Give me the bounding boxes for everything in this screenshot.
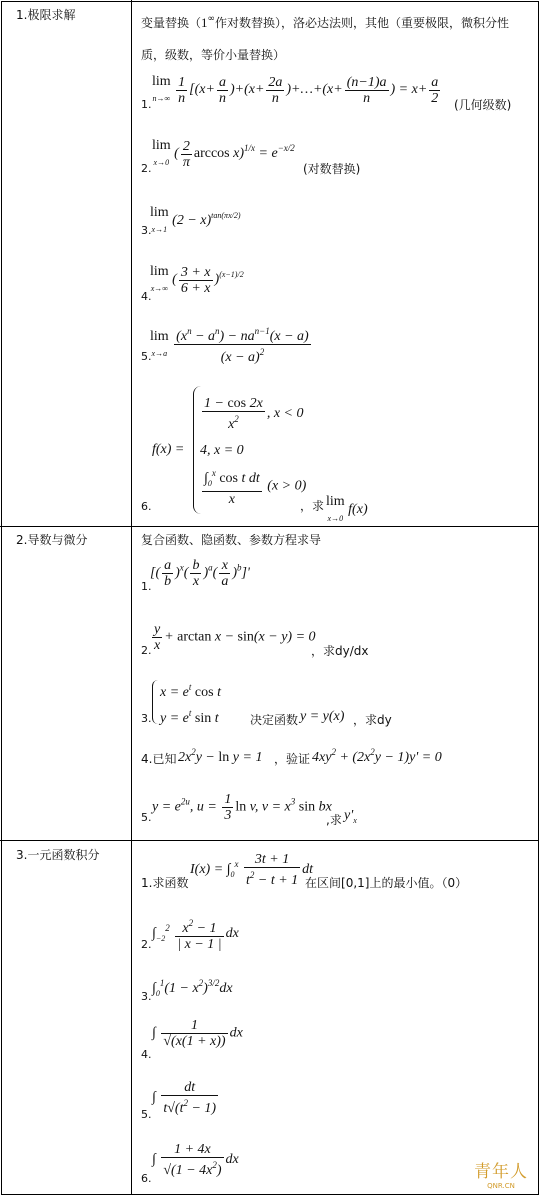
problem-2-note: (对数替换) xyxy=(303,162,361,176)
deriv-4-eq: $2x^2y - \ln y = 1$ xyxy=(178,747,263,765)
limits-intro-line1: 变量替换（1∞作对数替换），洛必达法则，其他（重要极限，微积分性 xyxy=(141,14,510,30)
problem-4-formula: lim x→∞ ( $\frac{3 + x}{6 + x}$ )$^{(x-1)/2}$ xyxy=(150,264,244,296)
integral-5-formula: ∫ $\frac{dt}{t√(t^2 - 1)}$ xyxy=(152,1080,217,1116)
deriv-3-eq1: $x = e^t$ cos t xyxy=(160,682,221,700)
problem-6-fx: f(x) = xyxy=(152,442,185,457)
integral-5-number: 5. xyxy=(141,1108,152,1121)
problem-5-number: 5. xyxy=(141,350,152,363)
deriv-3-fn: y = y(x) xyxy=(300,709,345,724)
deriv-5-number: 5. xyxy=(141,811,152,824)
section-limits: 1.极限求解 xyxy=(16,8,76,22)
section-integrals: 3.一元函数积分 xyxy=(16,848,100,862)
integral-6-number: 6. xyxy=(141,1172,152,1185)
deriv-4-verify: $4xy^2 + (2x^2y - 1)y' = 0$ xyxy=(312,747,442,765)
deriv-5-ask: ,求 xyxy=(326,813,342,827)
problem-2-number: 2. xyxy=(141,162,152,175)
problem-5-formula: lim x→a $\frac{(x^n - a^n) - na^{n-1}(x - a)}{(x - a)^2}$ xyxy=(150,326,309,365)
problem-1-formula: lim n→∞ $\frac{1}{n}$ [(x+ $\frac{a}{n}$ )+(x+ $\frac{2a}{n}$ )+…+(x+ $\frac{(n-1)a}{n}$ ) = x+ $\frac{a}{2}$ xyxy=(152,74,439,106)
problem-6-case3: $\frac{\int_0^x \cos t dt}{x}$ (x > 0) xyxy=(204,468,307,507)
integral-3-number: 3. xyxy=(141,990,152,1003)
problem-6-case1: $\frac{1 - \cos 2x}{x^2}$ , x < 0 xyxy=(204,396,304,432)
deriv-3-number: 3. xyxy=(141,712,152,725)
deriv-4-mid: ，验证 xyxy=(274,752,311,766)
limits-intro-line2: 质，级数，等价小量替换） xyxy=(141,48,286,62)
problem-2-formula: lim x→0 ( $\frac{2}{\pi}$ $\arccos x)^{1/x} = e^{-x/2}$ xyxy=(152,138,295,170)
problem-3-formula: lim x→1 $(2 - x)^{tan(\pi x/2)}$ xyxy=(150,205,241,234)
problem-4-number: 4. xyxy=(141,290,152,303)
param-brace xyxy=(152,680,159,724)
problem-6-limit: lim x→0 f(x) xyxy=(326,494,368,523)
problem-6-ask: ，求 xyxy=(300,499,325,513)
integral-4-number: 4. xyxy=(141,1048,152,1061)
section-derivatives: 2.导数与微分 xyxy=(16,533,88,547)
deriv-1-formula: [( $\frac{a}{b}$ )$^x$( $\frac{b}{x}$ )$^a$( $\frac{x}{a}$ )$^b$]' xyxy=(150,558,250,589)
problem-6-number: 6. xyxy=(141,500,152,513)
deriv-4-lead: 4.已知 xyxy=(141,752,177,766)
integral-3-formula: $\int_0^1(1 - x^2)^{3/2}dx$ xyxy=(152,978,233,998)
deriv-5-formula: $y = e^{2u}$, u = $\frac{1}{3}$ ln v, $v = x^3$ sin bx xyxy=(152,792,332,823)
row-divider-1 xyxy=(0,526,538,527)
table-frame xyxy=(1,1,539,1195)
deriv-2-formula: $\frac{y}{x}$ + arctan x − sin(x − y) = 0 xyxy=(154,622,316,653)
deriv-2-number: 2. xyxy=(141,644,152,657)
problem-1-number: 1. xyxy=(141,98,152,111)
integral-6-formula: ∫ $\frac{1 + 4x}{√(1 - 4x^2)}$ dx xyxy=(152,1142,239,1178)
deriv-3-ask: ，求dy xyxy=(353,713,392,727)
deriv-5-target: $y'_x$ xyxy=(344,808,357,825)
row-divider-2 xyxy=(0,840,538,841)
column-divider xyxy=(131,0,132,1194)
deriv-3-eq2: $y = e^t$ sin t xyxy=(160,708,219,726)
deriv-1-number: 1. xyxy=(141,580,152,593)
deriv-3-mid: 决定函数 xyxy=(250,713,299,727)
integral-1-lead: 1.求函数 xyxy=(141,876,189,890)
integral-1-mid: 在区间[0,1]上的最小值。（0） xyxy=(305,876,468,890)
problem-3-number: 3. xyxy=(141,224,152,237)
integral-2-formula: $\int_{-2}^2$ $\frac{x^2 - 1}{| x - 1 |}$ dx xyxy=(152,918,239,952)
integral-4-formula: ∫ $\frac{1}{√(x(1 + x))}$ dx xyxy=(152,1018,243,1049)
integral-1-formula: $I(x) = \int_0^x$ $\frac{3t + 1}{t^2 - t + 1}$ dt xyxy=(190,852,314,888)
integral-2-number: 2. xyxy=(141,938,152,951)
problem-6-case2: 4, x = 0 xyxy=(200,443,244,458)
problem-1-note: (几何级数) xyxy=(454,98,512,112)
deriv-2-ask: ，求dy/dx xyxy=(311,644,369,658)
derivatives-intro: 复合函数、隐函数、参数方程求导 xyxy=(141,533,322,547)
site-watermark: 青年人 QNR.CN xyxy=(474,1162,528,1190)
